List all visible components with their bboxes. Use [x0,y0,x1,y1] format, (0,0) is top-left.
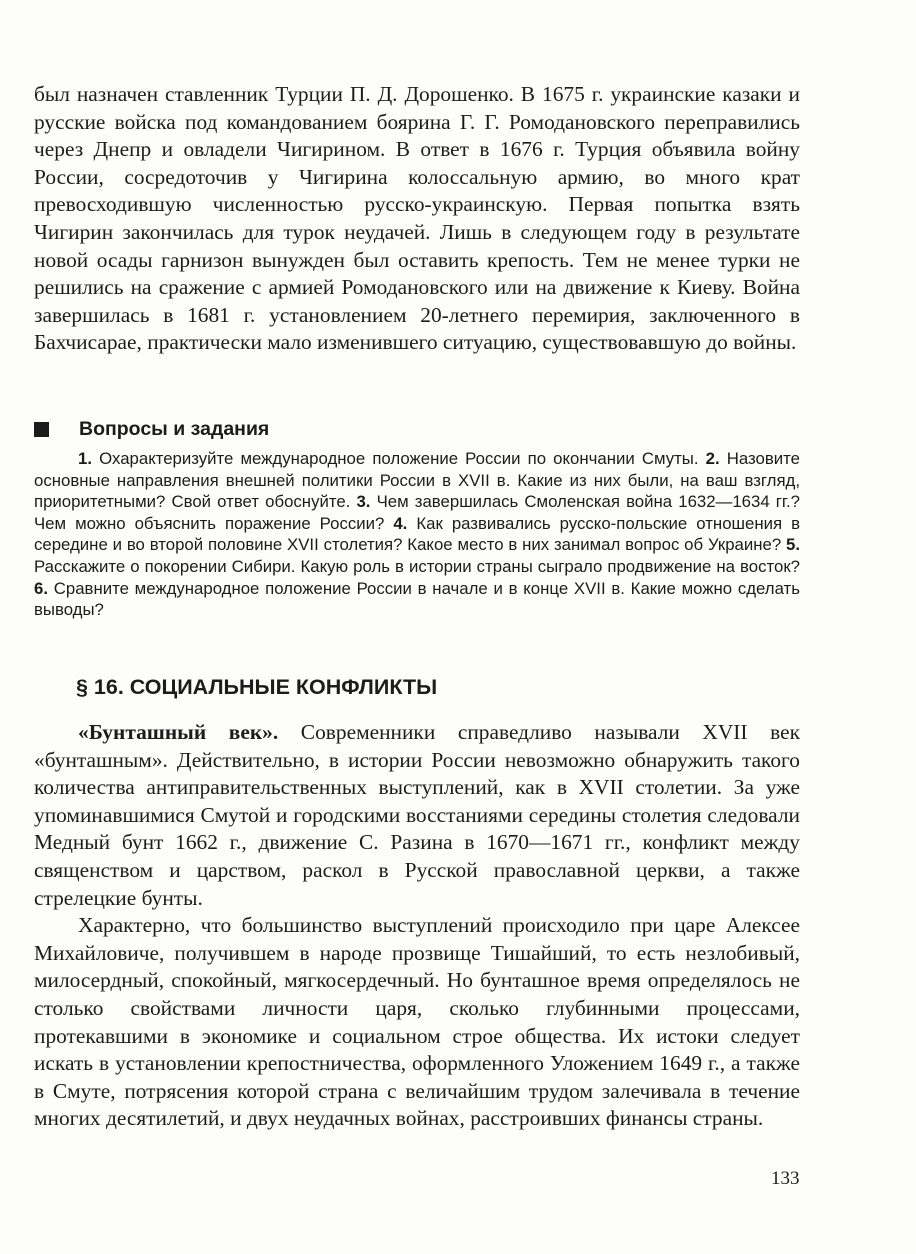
question-number: 6. [34,578,48,598]
question-text: Как развивались русско-польские отношения в середине и во второй половине XVII столетия? Какое место в них занимал вопрос об Украине? [34,513,800,555]
section-paragraph: Характерно, что большинство выступлений происходило при царе Алексее Михайловиче, получившем в народе прозвище Тишайший, то есть незлобивый, милосердный, спокойный, мягкосердечный. Но бунташное время определялось не столько свойствами личности царя, сколько глубинными процессами, протекавшими в экономике и социальном строе общества. Их истоки следует искать в установлении крепостничества, оформленного Уложением 1649 г., а также в Смуте, потрясения которой страна с величайшим трудом залечивала в течение многих десятилетий, и двух неудачных войнах, расстроивших финансы страны. [34,913,800,1131]
section-body [34,719,800,1133]
question-text: Сравните международное положение России в начале и в конце XVII в. Какие можно сделать выводы? [34,578,800,620]
section-title: § 16. СОЦИАЛЬНЫЕ КОНФЛИКТЫ [76,675,438,699]
question-number: 3. [356,492,371,512]
question-number: 5. [786,535,800,555]
question-number: 1. [78,449,92,468]
questions-title: Вопросы и задания [79,417,270,440]
page-number: 133 [771,1168,800,1189]
question-text: Охарактеризуйте международное положение России по окончании Смуты. [92,449,706,468]
section-subheading: «Бунташный век». [78,720,279,744]
question-number: 2. [705,449,720,468]
question-number: 4. [393,513,408,533]
questions-heading [34,415,794,443]
question-text: Расскажите о покорении Сибири. Какую роль в истории страны сыграло продвижение на восток? [34,556,800,576]
section-paragraph [34,719,800,912]
intro-paragraph: был назначен ставленник Турции П. Д. Дорошенко. В 1675 г. украинские казаки и русские войска под командованием боярина Г. Г. Ромодановского переправились через Днепр и овладели Чигирином. В ответ в 1676 г. Турция объявила войну России, сосредоточив у Чигирина колоссальную армию, во много крат превосходившую численностью русско-украинскую. Первая попытка взять Чигирин закончилась для турок неудачей. Лишь в следующем году в результате новой осады гарнизон вынужден был оставить крепость. Тем не менее турки не решились на сражение с армией Ромодановского или на движение к Киеву. Война завершилась в 1681 г. установлением 20-летнего перемирия, заключенного в Бахчисарае, практически мало изменившего ситуацию, существовавшую до войны. [34,82,800,355]
square-bullet-icon [34,422,49,437]
question-text: Чем завершилась Смоленская война 1632—1634 гг.? Чем можно объяснить поражение России? [34,492,800,533]
questions-list [34,448,800,621]
question-text: Назовите основные направления внешней политики России в XVII в. Какие из них были, на ваш взгляд, приоритетными? Свой ответ обоснуйте. [34,449,800,512]
section-paragraph-text: Современники справедливо называли XVII век «бунташным». Действительно, в истории России невозможно обнаружить такого количества антиправительственных выступлений, как в XVII столетии. За уже упоминавшимися Смутой и городскими восстаниями середины столетия следовали Медный бунт 1662 г., движение С. Разина в 1670—1671 гг., конфликт между священством и царством, раскол в Русской православной церкви, а также стрелецкие бунты. [34,720,801,910]
